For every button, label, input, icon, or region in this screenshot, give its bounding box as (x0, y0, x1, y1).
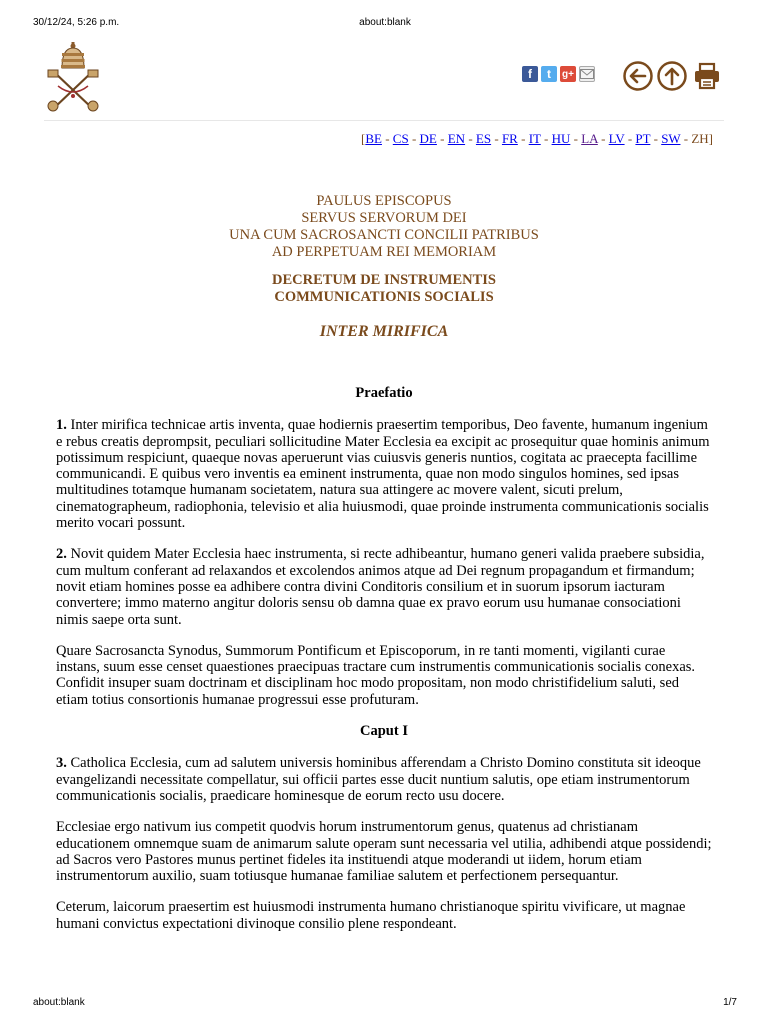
document-intro-heading (0, 193, 768, 261)
language-link-sw[interactable]: SW (661, 131, 681, 146)
language-separator: - (650, 131, 662, 146)
paragraph-text: Inter mirifica technicae artis inventa, quae hodiernis praesertim temporibus, Deo favente, humanum ingenium e rebus creatis deprompsit, peculiari sollicitudine Mater Ecclesia ea excipit ac prosequitur quae hominis animum potissimum respiciunt, quaeque novas aperuerunt vias cuiusvis generis nuntios, cogitata ac praecepta facillime communicandi. E quibus vero inventis ea eminent instrumenta, quae non modo singulos homines, sed ipsas multitudines totamque humanam societatem, natura sua attingere ac movere valent, sicuti prelum, cinematographeum, radiophonia, televisio et alia huiusmodi, quae proinde instrumenta communicationis socialis merito vocari possunt. (56, 417, 710, 532)
paragraph-text: Catholica Ecclesia, cum ad salutem universis hominibus afferendam a Christo Domino constituta sit ideoque evangelizandi necessitate compellatur, sui officii partes esse ducit nuntium salutis, ope etiam instrumentorum communicationis socialis, praedicare hominesque de eorum recto usu docere. (56, 755, 701, 804)
document-title: INTER MIRIFICA (319, 323, 449, 340)
page-nav-icons (622, 60, 722, 92)
paragraph-number: 2. (56, 546, 67, 563)
print-url: about:blank (359, 17, 411, 28)
language-separator: - (570, 131, 582, 146)
language-separator: - (597, 131, 609, 146)
footer-url: about:blank (33, 997, 85, 1008)
section-title-praefatio: Praefatio (355, 385, 413, 401)
language-separator: - (491, 131, 502, 146)
language-separator: - (680, 131, 692, 146)
heading-line: UNA CUM SACROSANCTI CONCILII PATRIBUS (229, 227, 539, 243)
holy-see-coat-of-arms-logo[interactable] (40, 40, 106, 114)
language-link-es[interactable]: ES (475, 131, 492, 146)
language-separator: - (624, 131, 636, 146)
back-arrow-icon[interactable] (622, 60, 654, 92)
language-link-zh: ZH (691, 131, 709, 146)
language-link-pt[interactable]: PT (635, 131, 651, 146)
language-bracket-open: [ (360, 131, 366, 146)
decree-title (0, 272, 768, 306)
print-datetime: 30/12/24, 5:26 p.m. (33, 17, 120, 28)
header-divider (44, 120, 724, 121)
language-link-be[interactable]: BE (365, 131, 382, 146)
language-link-de[interactable]: DE (419, 131, 437, 146)
print-header (33, 17, 737, 31)
language-separator: - (465, 131, 476, 146)
language-link-en[interactable]: EN (447, 131, 466, 146)
paragraph-3c: Ceterum, laicorum praesertim est huiusmodi instrumenta humano christianoque spiritu vivificare, ut magnae humani convictus expectationi divinoque consilio plene respondeant. (56, 899, 686, 932)
language-link-la[interactable]: LA (581, 131, 598, 146)
document-body (56, 385, 712, 947)
language-separator: - (436, 131, 448, 146)
social-share-bar (522, 66, 595, 82)
section-title-caput-i: Caput I (360, 723, 408, 740)
language-separator: - (381, 131, 393, 146)
language-link-fr[interactable]: FR (501, 131, 518, 146)
paragraph-3b: Ecclesiae ergo nativum ius competit quodvis horum instrumentorum genus, quatenus ad christianam educationem omnemque suam de animarum salute operam sunt necessaria vel utilia, adhibendi atque possidendi; ad Sacros vero Pastores munus pertinet fideles ita instituendi atque moderandi ut iidem, horum etiam instrumentorum auxilio, suam totiusque humanae familiae salutem et perfectionem persequantur. (56, 819, 712, 885)
heading-line: SERVUS SERVORUM DEI (301, 210, 467, 226)
paragraph-2 (56, 546, 712, 627)
paragraph-number: 1. (56, 417, 67, 434)
language-separator: - (517, 131, 529, 146)
decree-title-line: DECRETUM DE INSTRUMENTIS (272, 272, 496, 288)
language-separator: - (540, 131, 552, 146)
paragraph-text: Novit quidem Mater Ecclesia haec instrumenta, si recte adhibeantur, humano generi valida praebere subsidia, cum multum conferant ad relaxandos et excolendos animos atque ad Dei regnum propagandum et firmandum; novit etiam homines posse ea adhibere contra divini Conditoris consilium et in suorum ipsorum iacturam convertere; immo materno angitur doloris sensu ob damna quae ex pravo eorum usu humanae consociationi nimis saepe orta sunt. (56, 546, 705, 628)
paragraph-3 (56, 755, 712, 804)
language-bracket-close: ] (708, 131, 713, 146)
paragraph-number: 3. (56, 755, 67, 772)
twitter-icon[interactable]: t (541, 66, 557, 82)
language-separator: - (408, 131, 420, 146)
print-footer (33, 994, 737, 1008)
heading-line: PAULUS EPISCOPUS (316, 193, 452, 209)
language-link-cs[interactable]: CS (392, 131, 409, 146)
decree-title-line: COMMUNICATIONIS SOCIALIS (274, 289, 494, 305)
language-link-hu[interactable]: HU (551, 131, 571, 146)
paragraph-2b: Quare Sacrosancta Synodus, Summorum Pontificum et Episcoporum, in re tanti momenti, vigilanti curae instans, suum esse censet quaestiones praecipuas tractare cum instrumentis communicationis socialis conexas. Confidit insuper suam doctrinam et disciplinam hoc modo propositam, non modo christifidelium saluti, sed etiam totius consortionis humanae progressui esse profuturam. (56, 642, 696, 708)
up-arrow-icon[interactable] (656, 60, 688, 92)
language-selector (361, 131, 713, 147)
language-list (365, 131, 708, 146)
page-number: 1/7 (723, 997, 737, 1008)
facebook-icon[interactable]: f (522, 66, 538, 82)
print-icon[interactable] (692, 61, 722, 91)
language-link-lv[interactable]: LV (608, 131, 625, 146)
googleplus-icon[interactable]: g+ (560, 66, 576, 82)
email-icon[interactable] (579, 66, 595, 82)
heading-line: AD PERPETUAM REI MEMORIAM (271, 244, 497, 260)
paragraph-1 (56, 417, 712, 531)
language-link-it[interactable]: IT (528, 131, 541, 146)
